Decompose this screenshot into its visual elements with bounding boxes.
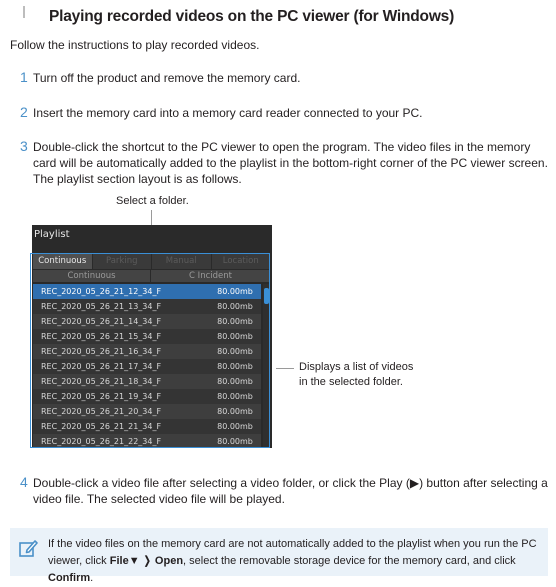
file-size: 80.00mb — [217, 392, 253, 401]
file-name: REC_2020_05_26_21_20_34_F — [41, 407, 162, 416]
video-file-row[interactable] — [33, 374, 261, 389]
video-file-row[interactable] — [33, 299, 261, 314]
playlist-scrollbar[interactable] — [263, 284, 270, 448]
note-pencil-icon — [18, 538, 38, 558]
video-file-row[interactable] — [33, 284, 261, 299]
file-size: 80.00mb — [217, 362, 253, 371]
file-name: REC_2020_05_26_21_12_34_F — [41, 287, 162, 296]
playlist-panel — [32, 225, 272, 448]
page-title: Playing recorded videos on the PC viewer (for Windows) — [49, 8, 455, 25]
tab-location[interactable]: Location — [212, 253, 272, 269]
tab-continuous[interactable]: Continuous — [33, 253, 93, 269]
step-3 — [20, 139, 550, 187]
step-number: 3 — [20, 138, 28, 154]
video-file-row[interactable] — [33, 389, 261, 404]
step-text: Double-click a video file after selecting a video folder, or click the Play (▶) button after selecting a video file. The selected video file will be played. — [33, 476, 548, 506]
file-name: REC_2020_05_26_21_14_34_F — [41, 317, 162, 326]
column-c-incident[interactable]: C Incident — [151, 270, 271, 282]
file-name: REC_2020_05_26_21_17_34_F — [41, 362, 162, 371]
video-file-row[interactable] — [33, 344, 261, 359]
tab-parking[interactable]: Parking — [93, 253, 153, 269]
video-file-row[interactable] — [33, 419, 261, 434]
file-size: 80.00mb — [217, 302, 253, 311]
video-file-row[interactable] — [33, 314, 261, 329]
file-name: REC_2020_05_26_21_22_34_F — [41, 437, 162, 446]
intro-text: Follow the instructions to play recorded videos. — [10, 38, 260, 52]
step-text: Double-click the shortcut to the PC viewer to open the program. The video files in the memory card will be automatically added to the playlist in the bottom-right corner of the PC viewer screen. The playlist section layout is as follows. — [33, 140, 548, 186]
step-1 — [20, 70, 550, 86]
step-4 — [20, 475, 550, 507]
step-text: Insert the memory card into a memory card reader connected to your PC. — [33, 106, 423, 120]
step-number: 4 — [20, 474, 28, 490]
file-size: 80.00mb — [217, 317, 253, 326]
list-callout-line-1: Displays a list of videos — [299, 361, 414, 373]
heading-marker-icon — [18, 6, 30, 18]
video-file-row[interactable] — [33, 329, 261, 344]
file-size: 80.00mb — [217, 377, 253, 386]
file-size: 80.00mb — [217, 407, 253, 416]
video-file-row[interactable] — [33, 359, 261, 374]
scrollbar-thumb[interactable] — [264, 288, 269, 304]
file-size: 80.00mb — [217, 287, 253, 296]
file-name: REC_2020_05_26_21_21_34_F — [41, 422, 162, 431]
playlist-title: Playlist — [34, 229, 70, 240]
folder-tabs — [33, 253, 271, 269]
video-file-list — [33, 284, 261, 448]
step-number: 2 — [20, 104, 28, 120]
file-name: REC_2020_05_26_21_16_34_F — [41, 347, 162, 356]
file-size: 80.00mb — [217, 347, 253, 356]
tab-manual[interactable]: Manual — [152, 253, 212, 269]
list-callout-line-2: in the selected folder. — [299, 376, 403, 388]
file-size: 80.00mb — [217, 332, 253, 341]
video-file-row[interactable] — [33, 404, 261, 419]
step-number: 1 — [20, 69, 28, 85]
file-name: REC_2020_05_26_21_19_34_F — [41, 392, 162, 401]
subfolder-columns — [33, 270, 271, 282]
step-2 — [20, 105, 550, 121]
step-text: Turn off the product and remove the memory card. — [33, 71, 301, 85]
callout-leader-line — [276, 368, 294, 369]
file-size: 80.00mb — [217, 422, 253, 431]
file-size: 80.00mb — [217, 437, 253, 446]
select-folder-callout: Select a folder. — [116, 195, 189, 207]
file-name: REC_2020_05_26_21_18_34_F — [41, 377, 162, 386]
file-name: REC_2020_05_26_21_15_34_F — [41, 332, 162, 341]
column-continuous[interactable]: Continuous — [33, 270, 151, 282]
video-file-row[interactable] — [33, 434, 261, 448]
note-box — [10, 528, 548, 584]
note-text: If the video files on the memory card are not automatically added to the playlist when you run the PC viewer, click File▼ ❭ Open, select the removable storage device for the memory card, and click Confirm. — [48, 538, 537, 584]
file-name: REC_2020_05_26_21_13_34_F — [41, 302, 162, 311]
